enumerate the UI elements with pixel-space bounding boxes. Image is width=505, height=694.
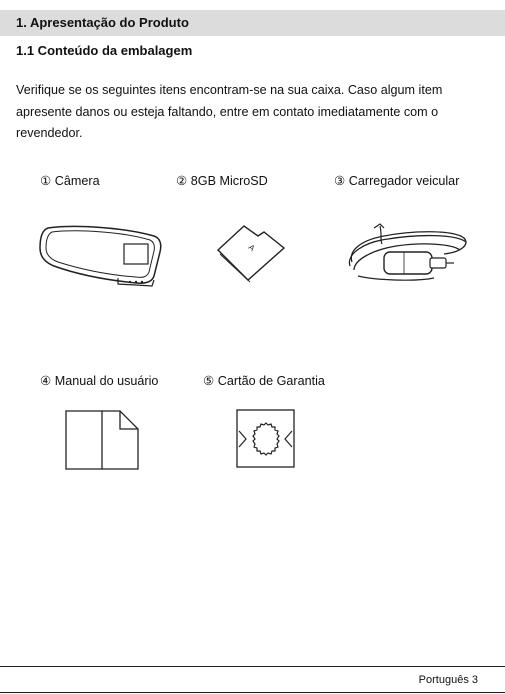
footer-divider-bottom bbox=[0, 692, 505, 693]
item-label-warranty-card: ⑤ Cartão de Garantia bbox=[203, 374, 325, 388]
item-label-manual: ④ Manual do usuário bbox=[40, 374, 159, 388]
warranty-card-icon bbox=[236, 409, 296, 469]
intro-paragraph: Verifique se os seguintes itens encontram-se na sua caixa. Caso algum item apresente danos ou esteja faltando, entre em contato imediatamente com o revendedor. bbox=[16, 83, 443, 140]
item-label-car-charger: ③ Carregador veicular bbox=[334, 174, 460, 188]
car-charger-icon bbox=[344, 222, 472, 284]
subsection-title: 1.1 Conteúdo da embalagem bbox=[16, 43, 193, 58]
section-title: 1. Apresentação do Produto bbox=[16, 15, 189, 30]
microsd-card-icon bbox=[214, 222, 286, 284]
page-number: Português 3 bbox=[418, 674, 478, 686]
footer-divider-top bbox=[0, 666, 505, 667]
item-label-camera: ① Câmera bbox=[40, 174, 100, 188]
item-label-microsd: ② 8GB MicroSD bbox=[176, 174, 268, 188]
svg-text:A: A bbox=[246, 242, 257, 253]
mirror-camera-icon bbox=[36, 220, 166, 290]
manual-icon bbox=[64, 409, 140, 471]
